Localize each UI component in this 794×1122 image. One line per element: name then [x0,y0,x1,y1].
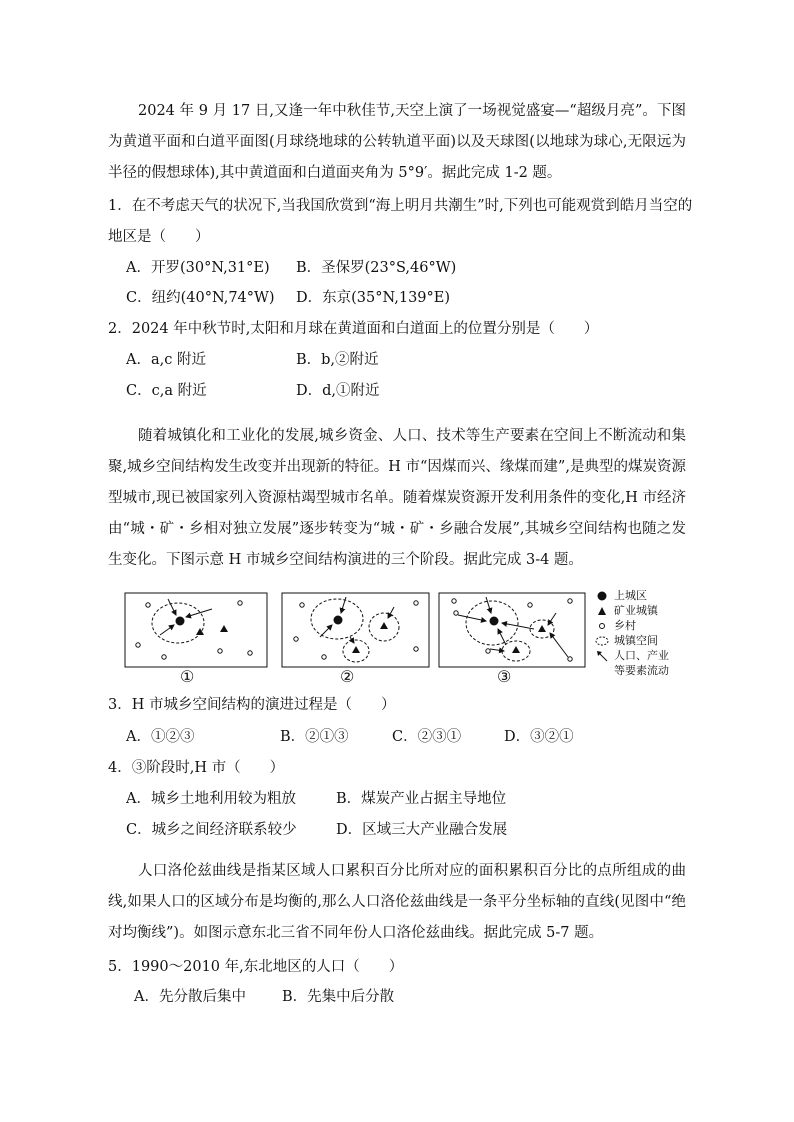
q5-stem: 5．1990～2010 年,东北地区的人口（ ） [108,959,404,975]
q4-option-d: D．区域三大产业融合发展 [336,822,508,838]
legend-flow-line1: 人口、产业 [614,649,669,662]
q1-option-a: A．开罗(30°N,31°E) [126,260,270,276]
legend-old-city: 上城区 [614,589,647,602]
q2-stem: 2．2024 年中秋节时,太阳和月球在黄道面和白道面上的位置分别是（ ） [108,321,599,337]
q1-option-b: B．圣保罗(23°S,46°W) [296,260,457,276]
passage-1: 2024 年 9 月 17 日,又逢一年中秋佳节,天空上演了一场视觉盛宴—“超级月亮”。下图为黄道平面和白道平面图(月球绕地球的公转轨道平面)以及天球图(以地球为球心,无限远为半径的假想球体),其中黄道面和白道面夹角为 5°9′。据此完成 1-2 题。 [108,103,686,181]
q2-option-c: C．c,a 附近 [126,383,207,399]
q2-option-a: A．a,c 附近 [126,352,206,368]
q1-stem-line2: 地区是（ ） [108,229,210,245]
q4-stem: 4．③阶段时,H 市（ ） [108,760,285,776]
flow-arrow-icon [594,650,610,662]
town-space-icon [594,636,610,646]
old-city-icon [594,591,610,601]
q3-stem: 3．H 市城乡空间结构的演进过程是（ ） [108,697,396,713]
q3-option-b: B．②①③ [280,729,349,745]
stage-2-panel [282,593,429,667]
q1-stem-line1: 1．在不考虑天气的状况下,当我国欣赏到“海上明月共潮生”时,下列也可能观赏到皓月当空的 [108,198,693,214]
mining-town-icon [352,646,360,653]
stage-1-panel [125,593,267,667]
q1-option-c: C．纽约(40°N,74°W) [126,290,275,306]
village-icon [594,621,610,631]
passage-2: 随着城镇化和工业化的发展,城乡资金、人口、技术等生产要素在空间上不断流动和集聚,城乡空间结构发生改变并出现新的特征。H 市“因煤而兴、缘煤而建”,是典型的煤炭资源型城市,现已被国家列入资源枯竭型城市名单。随着煤炭资源开发利用条件的变化,H 市经济由“城・矿・乡相对独立发展”逐步转变为“城・矿・乡融合发展”,其城乡空间结构也随之发生变化。下图示意 H 市城乡空间结构演进的三个阶段。据此完成 3-4 题。 [108,428,686,568]
stage-3-caption: ③ [497,667,512,686]
legend-village: 乡村 [614,619,636,632]
q5-option-a: A．先分散后集中 [134,989,246,1005]
mining-town-icon [512,646,520,653]
q5-option-b: B．先集中后分散 [282,989,395,1005]
mining-town-icon [538,625,546,632]
mining-town-icon [220,625,228,632]
legend-mining-town: 矿业城镇 [614,604,658,617]
figure-legend [594,588,669,678]
legend-flow-line2: 等要素流动 [614,664,669,677]
q4-option-c: C．城乡之间经济联系较少 [126,822,297,838]
q1-option-d: D．东京(35°N,139°E) [296,290,451,306]
q3-option-c: C．②③① [392,729,462,745]
q2-option-d: D．d,①附近 [296,383,380,399]
q4-option-a: A．城乡土地利用较为粗放 [126,791,296,807]
q3-option-d: D．③②① [504,729,574,745]
mining-town-icon [380,622,388,629]
q3-option-a: A．①②③ [126,729,195,745]
q2-option-b: B．b,②附近 [296,352,379,368]
stage-3-panel [439,593,585,667]
stage-2-caption: ② [340,667,355,686]
passage-3: 人口洛伦兹曲线是指某区域人口累积百分比所对应的面积累积百分比的点所组成的曲线,如果人口的区域分布是均衡的,那么人口洛伦兹曲线是一条平分坐标轴的直线(见图中“绝对均衡线”)。如图示意东北三省不同年份人口洛伦兹曲线。据此完成 5-7 题。 [108,863,686,941]
mining-town-legend-icon [594,606,610,616]
legend-town-space: 城镇空间 [614,634,658,647]
stage-1-caption: ① [180,667,195,686]
q4-option-b: B．煤炭产业占据主导地位 [336,791,507,807]
